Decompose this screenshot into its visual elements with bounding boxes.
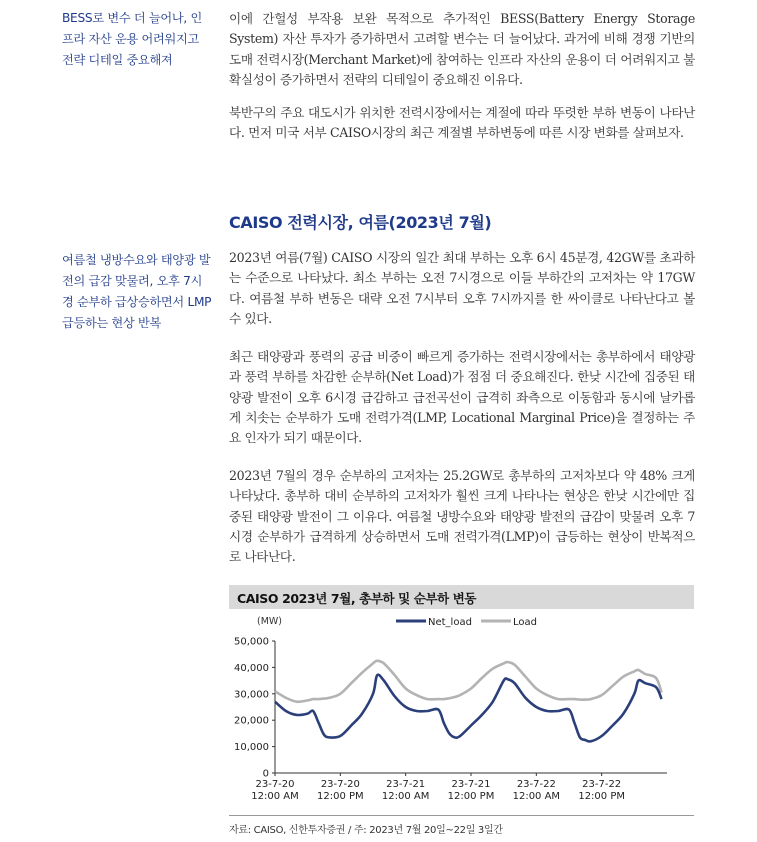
x-tick-label-date: 23-7-21: [451, 779, 491, 790]
y-tick-label: 20,000: [234, 715, 269, 727]
paragraph-1: 이에 간헐성 부작용 보완 목적으로 추가적인 BESS(Battery Energy Storage System) 자산 투자가 증가하면서 고려할 변수는 더 늘어났다. 과거에 비해 경쟁 기반의 도매 전력시장(Merchant Market)에 참여하는 인프라 자산의 운용이 더 어려워지고 불확실성이 증가하면서 전략의 디테일이 중요해진 이유다.: [229, 11, 695, 87]
series-line-load: [275, 661, 662, 702]
y-tick-label: 10,000: [234, 742, 269, 754]
sidenote-bess: BESS로 변수 더 늘어나, 인프라 자산 운용 어려워지고 전략 디테일 중요해져: [62, 11, 202, 67]
paragraph-3-block: [229, 248, 695, 329]
source-divider: [229, 815, 694, 816]
x-tick-label-time: 12:00 PM: [578, 791, 625, 802]
section-heading: CAISO 전력시장, 여름(2023년 7월): [229, 213, 492, 232]
x-tick-label-time: 12:00 AM: [512, 791, 561, 802]
x-tick-label-time: 12:00 AM: [381, 791, 430, 802]
x-tick-label-date: 23-7-20: [255, 779, 295, 790]
paragraph-5: 2023년 7월의 경우 순부하의 고저차는 25.2GW로 총부하의 고저차보다 약 48% 크게 나타났다. 총부하 대비 순부하의 고저차가 훨씬 크게 나타나는 현상은 한낮 시간에만 집중된 태양광 발전이 그 이유다. 여름철 냉방수요와 태양광 발전의 급감이 맞물려 오후 7시경 순부하가 급격하게 상승하면서 도매 전력가격(LMP)이 급등하는 현상이 반복적으로 나타난다.: [229, 468, 695, 565]
load-chart: [229, 610, 694, 814]
source-note: 자료: CAISO, 신한투자증권 / 주: 2023년 7월 20일~22일 3일간: [229, 825, 503, 836]
paragraph-1-block: [229, 9, 695, 90]
y-tick-label: 30,000: [234, 689, 269, 701]
x-tick-label-date: 23-7-21: [386, 779, 426, 790]
x-tick-label-time: 12:00 PM: [447, 791, 495, 802]
y-tick-label: 0: [262, 768, 269, 780]
x-tick-label-time: 12:00 AM: [251, 791, 299, 802]
y-tick-label: 50,000: [234, 636, 269, 648]
paragraph-3: 2023년 여름(7월) CAISO 시장의 일간 최대 부하는 오후 6시 45분경, 42GW를 초과하는 수준으로 나타났다. 최소 부하는 오전 7시경으로 이들 부하간의 고저차는 약 17GW다. 여름철 부하 변동은 대략 오전 7시부터 오후 7시까지를 한 싸이클로 나타난다고 볼 수 있다.: [229, 250, 695, 326]
legend-label-net-load: Net_load: [428, 617, 472, 628]
paragraph-5-block: [229, 466, 695, 567]
chart-title: CAISO 2023년 7월, 총부하 및 순부하 변동: [237, 591, 477, 606]
paragraph-4-block: [229, 347, 695, 448]
paragraph-2: 북반구의 주요 대도시가 위치한 전력시장에서는 계절에 따라 뚜렷한 부하 변동이 나타난다. 먼저 미국 서부 CAISO시장의 최근 계절별 부하변동에 따른 시장 변화를 살펴보자.: [229, 105, 695, 141]
chart-title-bar: [229, 585, 694, 609]
sidenote-summer: 여름철 냉방수요와 태양광 발전의 급감 맞물려, 오후 7시경 순부하 급상승하면서 LMP 급등하는 현상 반복: [62, 253, 212, 330]
legend-label-load: Load: [513, 617, 537, 628]
y-tick-label: 40,000: [234, 662, 269, 674]
x-tick-label-date: 23-7-20: [320, 779, 360, 790]
x-tick-label-date: 23-7-22: [516, 779, 556, 790]
paragraph-4: 최근 태양광과 풍력의 공급 비중이 빠르게 증가하는 전력시장에서는 총부하에서 태양광과 풍력 부하를 차감한 순부하(Net Load)가 점점 더 중요해진다. 한낮 시간에 집중된 태양광 발전이 오후 6시경 급감하고 급전곡선이 급격히 좌측으로 이동함과 동시에 날카롭게 치솟는 순부하가 도매 전력가격(LMP, Locational Marginal Price)을 결정하는 주요 인자가 되기 때문이다.: [229, 349, 695, 446]
series-line-net-load: [275, 675, 662, 742]
x-tick-label-date: 23-7-22: [582, 779, 622, 790]
x-tick-label-time: 12:00 PM: [317, 791, 364, 802]
y-unit-label: (MW): [257, 616, 283, 627]
paragraph-2-block: [229, 103, 695, 144]
